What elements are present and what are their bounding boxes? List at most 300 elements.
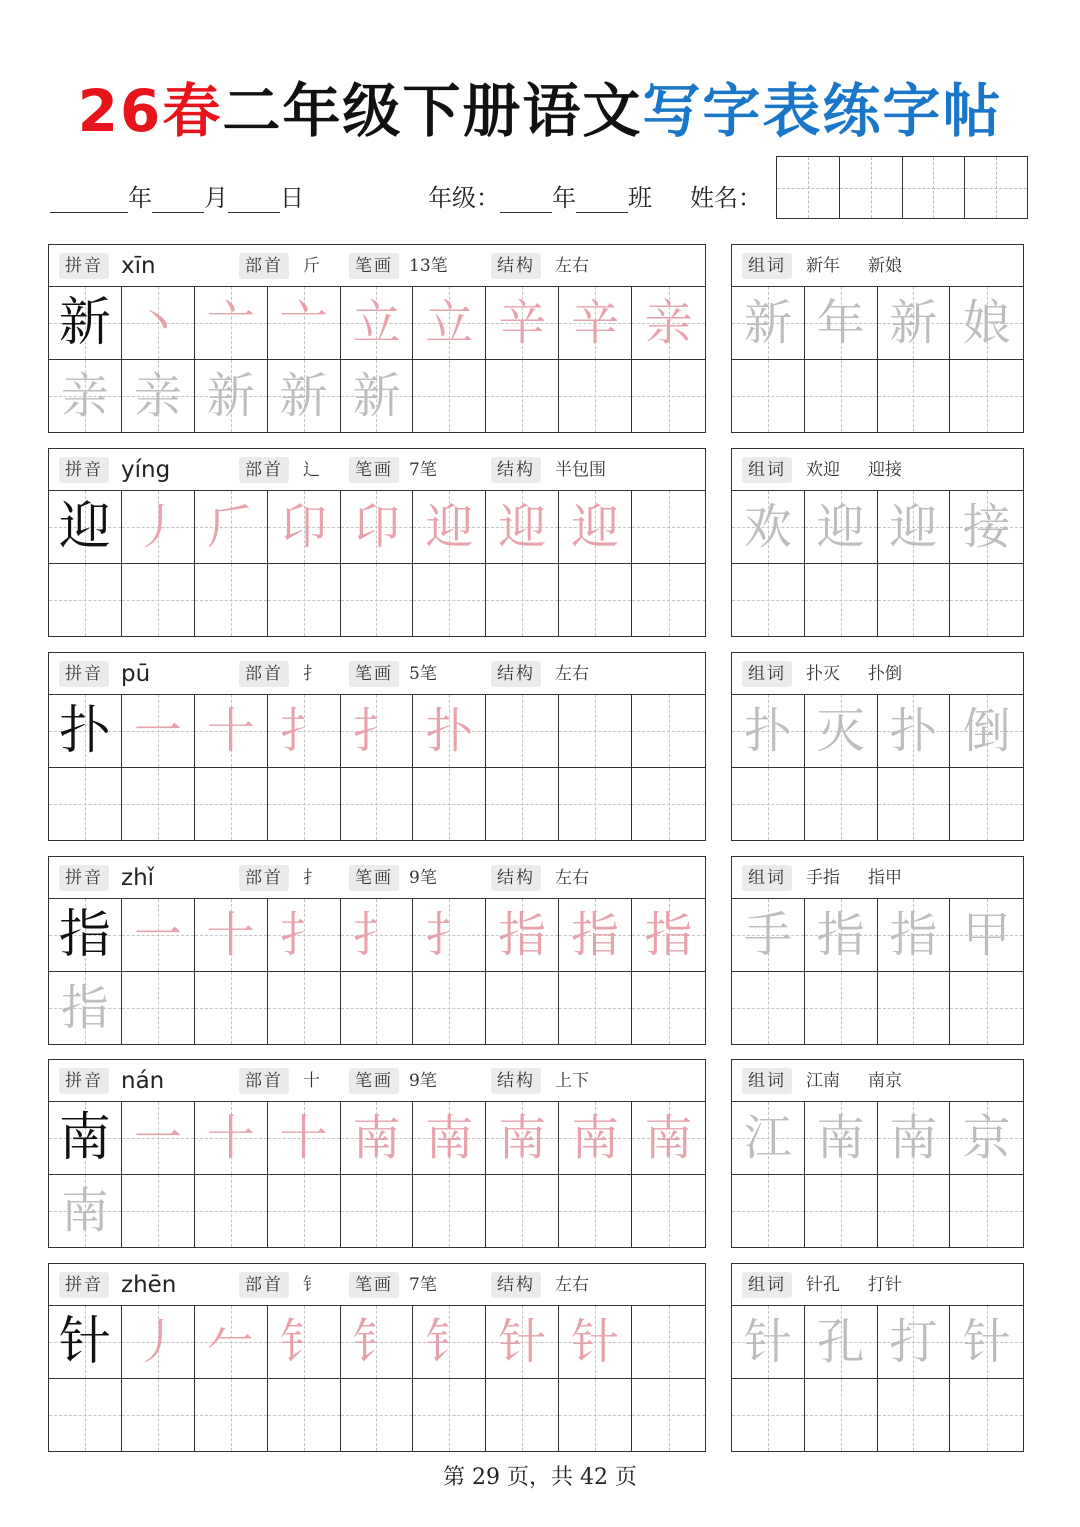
empty-practice-cell[interactable] [559,972,632,1045]
empty-practice-cell[interactable] [413,564,486,637]
empty-practice-cell[interactable] [486,768,559,841]
empty-practice-cell[interactable] [950,1175,1023,1248]
radical-value: 斤 [303,256,320,276]
character-info-header [49,653,705,695]
name-box[interactable] [965,157,1027,218]
strokes-tag: 笔画 [349,661,399,687]
empty-practice-cell[interactable] [341,564,414,637]
name-label: 姓名： [690,184,762,212]
stroke-order-step-glyph: 辛 [571,294,620,351]
stroke-order-step-glyph: 卬 [279,498,328,555]
word-character-glyph: 手 [743,906,792,963]
empty-practice-cell[interactable] [632,1379,705,1452]
year-blank[interactable] [50,189,128,213]
empty-practice-cell[interactable] [805,564,878,637]
stroke-order-step-glyph: 南 [60,1182,109,1239]
page-number: 第 29 页，共 42 页 [443,1465,637,1490]
stroke-order-step [341,1102,414,1175]
model-character-glyph: 新 [58,292,111,353]
stroke-order-step [195,1102,268,1175]
word-character-cell [878,1102,951,1175]
page-title [0,76,1080,146]
grade-fields [428,178,652,213]
words-grid [732,1306,1023,1451]
empty-practice-cell[interactable] [486,564,559,637]
stroke-order-step-glyph: 𠂆 [206,498,255,555]
empty-practice-cell[interactable] [49,1379,122,1452]
structure-tag: 结构 [491,865,541,891]
word-character-glyph: 指 [816,906,865,963]
words-tag: 组词 [742,1068,792,1094]
words-header [732,653,1023,695]
word-character-cell [878,1306,951,1379]
empty-practice-cell[interactable] [878,768,951,841]
radical-tag: 部首 [239,457,289,483]
stroke-order-step-glyph: 指 [498,906,547,963]
character-panel [48,244,706,433]
empty-practice-cell[interactable] [632,360,705,433]
stroke-order-step [122,899,195,972]
strokes-value: 5笔 [409,664,437,684]
stroke-order-step-glyph: 十 [206,1109,255,1166]
empty-practice-cell[interactable] [805,768,878,841]
radical-value: 辶 [303,460,320,480]
word-character-glyph: 甲 [962,906,1011,963]
stroke-order-step [341,491,414,564]
stroke-order-step [195,1306,268,1379]
stroke-order-step [195,360,268,433]
stroke-order-step-glyph: 新 [279,367,328,424]
pinyin-tag: 拼音 [59,661,109,687]
empty-practice-cell[interactable] [950,1379,1023,1452]
stroke-order-step-glyph: 十 [206,906,255,963]
structure-tag: 结构 [491,1272,541,1298]
stroke-order-step [341,287,414,360]
empty-practice-cell[interactable] [950,360,1023,433]
stroke-order-step-glyph: 新 [206,367,255,424]
tian-grid [49,695,705,840]
empty-practice-cell[interactable] [268,564,341,637]
stroke-order-step-glyph: 指 [644,906,693,963]
strokes-value: 13笔 [409,256,448,276]
empty-practice-cell[interactable] [486,1379,559,1452]
empty-practice-cell[interactable] [122,768,195,841]
stroke-order-step-glyph: 立 [352,294,401,351]
stroke-order-step [632,1102,705,1175]
structure-value: 左右 [555,256,589,276]
empty-practice-cell[interactable] [632,972,705,1045]
empty-practice-cell[interactable] [195,1379,268,1452]
word-character-cell [805,1102,878,1175]
stroke-order-step [559,1306,632,1379]
empty-practice-cell[interactable] [632,1306,705,1379]
stroke-order-step-glyph: 南 [498,1109,547,1166]
empty-practice-cell[interactable] [413,768,486,841]
empty-practice-cell[interactable] [122,564,195,637]
word-character-glyph: 年 [816,294,865,351]
empty-practice-cell[interactable] [195,768,268,841]
word-character-cell [950,287,1023,360]
stroke-order-step [486,287,559,360]
stroke-order-step-glyph: 针 [498,1313,547,1370]
word-character-cell [805,287,878,360]
empty-practice-cell[interactable] [632,768,705,841]
words-header [732,1264,1023,1306]
model-character [49,695,122,768]
word-2: 扑倒 [868,664,902,684]
word-character-glyph: 灭 [816,702,865,759]
empty-practice-cell[interactable] [950,768,1023,841]
strokes-value: 9笔 [409,1071,437,1091]
strokes-tag: 笔画 [349,865,399,891]
word-character-cell [878,695,951,768]
pinyin-tag: 拼音 [59,1272,109,1298]
structure-tag: 结构 [491,1068,541,1094]
empty-practice-cell[interactable] [559,564,632,637]
stroke-order-step [49,1175,122,1248]
grade-label: 年级： [428,184,500,212]
character-panel [48,652,706,841]
word-character-cell [805,695,878,768]
stroke-order-step-glyph: 钅 [279,1313,328,1370]
word-1: 欢迎 [806,460,840,480]
month-blank[interactable] [152,189,204,213]
stroke-order-step-glyph: 丶 [133,294,182,351]
empty-practice-cell[interactable] [49,768,122,841]
word-2: 指甲 [868,868,902,888]
title-subject: 写字表练字帖 [642,77,1003,145]
model-character [49,491,122,564]
stroke-order-step [486,1102,559,1175]
model-character [49,1102,122,1175]
words-tag: 组词 [742,661,792,687]
tian-grid [49,1102,705,1247]
model-character [49,1306,122,1379]
strokes-value: 7笔 [409,460,437,480]
empty-practice-cell[interactable] [878,360,951,433]
tian-grid [49,899,705,1044]
strokes-tag: 笔画 [349,457,399,483]
word-character-glyph: 指 [889,906,938,963]
stroke-order-step [195,695,268,768]
strokes-tag: 笔画 [349,253,399,279]
empty-practice-cell[interactable] [195,1175,268,1248]
stroke-order-step [122,1306,195,1379]
name-box[interactable] [777,157,840,218]
empty-practice-cell[interactable] [632,1175,705,1248]
stroke-order-step-glyph: 辛 [498,294,547,351]
empty-practice-cell[interactable] [413,972,486,1045]
words-tag: 组词 [742,1272,792,1298]
pinyin-value: pū [121,661,151,687]
stroke-order-step-glyph: 新 [352,367,401,424]
stroke-order-step [122,360,195,433]
radical-tag: 部首 [239,1272,289,1298]
character-block [48,652,1024,841]
word-character-cell [805,1306,878,1379]
stroke-order-step-glyph: 亲 [133,367,182,424]
stroke-order-step [559,1102,632,1175]
stroke-order-step-glyph: 南 [644,1109,693,1166]
empty-practice-cell[interactable] [341,1379,414,1452]
stroke-order-step-glyph: 迎 [571,498,620,555]
year-label: 年 [128,184,152,212]
stroke-order-step-glyph: 丿 [133,1313,182,1370]
words-panel [731,652,1024,841]
stroke-order-step [268,491,341,564]
stroke-order-step [268,695,341,768]
empty-practice-cell[interactable] [341,1175,414,1248]
structure-value: 半包围 [555,460,606,480]
words-panel [731,856,1024,1045]
word-1: 江南 [806,1071,840,1091]
radical-value: 钅 [303,1275,320,1295]
empty-practice-cell[interactable] [732,1175,805,1248]
stroke-order-step [122,491,195,564]
character-info-header [49,1264,705,1306]
word-character-cell [878,491,951,564]
word-character-cell [732,287,805,360]
class-label: 班 [628,184,652,212]
word-character-cell [950,695,1023,768]
stroke-order-step [195,491,268,564]
structure-value: 左右 [555,1275,589,1295]
empty-practice-cell[interactable] [805,972,878,1045]
words-panel [731,244,1024,433]
empty-practice-cell[interactable] [559,1175,632,1248]
word-2: 南京 [868,1071,902,1091]
radical-value: 十 [303,1071,320,1091]
word-character-glyph: 针 [962,1313,1011,1370]
word-character-glyph: 迎 [816,498,865,555]
empty-practice-cell[interactable] [486,695,559,768]
empty-practice-cell[interactable] [805,360,878,433]
empty-practice-cell[interactable] [878,1379,951,1452]
empty-practice-cell[interactable] [878,1175,951,1248]
words-grid [732,695,1023,840]
stroke-order-step [49,360,122,433]
stroke-order-step [632,287,705,360]
empty-practice-cell[interactable] [122,1379,195,1452]
empty-practice-cell[interactable] [632,491,705,564]
empty-practice-cell[interactable] [341,972,414,1045]
words-tag: 组词 [742,253,792,279]
empty-practice-cell[interactable] [413,360,486,433]
stroke-order-step-glyph: 亲 [60,367,109,424]
tian-grid [49,491,705,636]
empty-practice-cell[interactable] [632,695,705,768]
grade-year-label: 年 [552,184,576,212]
stroke-order-step [559,287,632,360]
empty-practice-cell[interactable] [268,1379,341,1452]
words-header [732,857,1023,899]
stroke-order-step [268,899,341,972]
empty-practice-cell[interactable] [341,768,414,841]
character-info-header [49,1060,705,1102]
stroke-order-step-glyph: 十 [279,1109,328,1166]
day-label: 日 [280,184,304,212]
pinyin-value: zhēn [121,1272,177,1298]
stroke-order-step [486,899,559,972]
word-1: 新年 [806,256,840,276]
month-label: 月 [204,184,228,212]
stroke-order-step-glyph: 一 [133,1109,182,1166]
stroke-order-step [413,287,486,360]
empty-practice-cell[interactable] [950,564,1023,637]
stroke-order-step [341,360,414,433]
words-header [732,449,1023,491]
empty-practice-cell[interactable] [122,972,195,1045]
stroke-order-step [413,695,486,768]
stroke-order-step [122,1102,195,1175]
structure-tag: 结构 [491,457,541,483]
word-character-glyph: 孔 [816,1313,865,1370]
header-fields [50,174,790,214]
name-box[interactable] [903,157,966,218]
empty-practice-cell[interactable] [805,1379,878,1452]
name-writing-boxes[interactable] [776,156,1028,219]
pinyin-tag: 拼音 [59,865,109,891]
stroke-order-step [632,899,705,972]
stroke-order-step [341,899,414,972]
stroke-order-step-glyph: 迎 [498,498,547,555]
character-info-header [49,449,705,491]
tian-grid [49,287,705,432]
class-blank[interactable] [576,189,628,213]
stroke-order-step-glyph: 钅 [352,1313,401,1370]
name-box[interactable] [840,157,903,218]
stroke-order-step [268,1306,341,1379]
structure-value: 左右 [555,664,589,684]
structure-value: 上下 [555,1071,589,1091]
day-blank[interactable] [228,189,280,213]
stroke-order-step-glyph: 南 [352,1109,401,1166]
character-info-header [49,857,705,899]
word-character-glyph: 扑 [889,702,938,759]
stroke-order-step-glyph: 钅 [425,1313,474,1370]
stroke-order-step-glyph: 扌 [279,906,328,963]
stroke-order-step-glyph: 亲 [644,294,693,351]
tian-grid [49,1306,705,1451]
empty-practice-cell[interactable] [559,768,632,841]
radical-tag: 部首 [239,1068,289,1094]
empty-practice-cell[interactable] [732,972,805,1045]
stroke-order-step-glyph: 丿 [133,498,182,555]
empty-practice-cell[interactable] [559,1379,632,1452]
radical-value: 扌 [303,868,320,888]
stroke-order-step-glyph: 亠 [279,294,328,351]
stroke-order-step [413,491,486,564]
pinyin-value: yíng [121,457,171,483]
empty-practice-cell[interactable] [413,1379,486,1452]
stroke-order-step [195,899,268,972]
empty-practice-cell[interactable] [268,972,341,1045]
stroke-order-step [413,1102,486,1175]
radical-tag: 部首 [239,865,289,891]
empty-practice-cell[interactable] [195,972,268,1045]
empty-practice-cell[interactable] [486,1175,559,1248]
stroke-order-step [486,491,559,564]
stroke-order-step-glyph: 卬 [352,498,401,555]
stroke-order-step [122,695,195,768]
pinyin-tag: 拼音 [59,1068,109,1094]
model-character-glyph: 南 [58,1107,111,1168]
radical-tag: 部首 [239,253,289,279]
strokes-tag: 笔画 [349,1272,399,1298]
stroke-order-step-glyph: 立 [425,294,474,351]
empty-practice-cell[interactable] [732,1379,805,1452]
structure-value: 左右 [555,868,589,888]
words-grid [732,899,1023,1044]
empty-practice-cell[interactable] [559,360,632,433]
stroke-order-step-glyph: 南 [425,1109,474,1166]
stroke-order-step-glyph: 针 [571,1313,620,1370]
model-character-glyph: 针 [58,1311,111,1372]
empty-practice-cell[interactable] [268,1175,341,1248]
word-character-glyph: 新 [743,294,792,351]
empty-practice-cell[interactable] [878,564,951,637]
empty-practice-cell[interactable] [950,972,1023,1045]
model-character-glyph: 扑 [58,700,111,761]
stroke-order-step-glyph: 十 [206,702,255,759]
stroke-order-step-glyph: 南 [571,1109,620,1166]
stroke-order-step [195,287,268,360]
empty-practice-cell[interactable] [195,564,268,637]
word-1: 针孔 [806,1275,840,1295]
empty-practice-cell[interactable] [878,972,951,1045]
word-character-cell [732,899,805,972]
model-character [49,287,122,360]
grade-year-blank[interactable] [500,189,552,213]
empty-practice-cell[interactable] [413,1175,486,1248]
title-prefix: 26春 [77,77,223,145]
stroke-order-step-glyph: 扌 [352,906,401,963]
empty-practice-cell[interactable] [805,1175,878,1248]
words-header [732,1060,1023,1102]
empty-practice-cell[interactable] [732,768,805,841]
empty-practice-cell[interactable] [122,1175,195,1248]
word-character-glyph: 江 [743,1109,792,1166]
stroke-order-step-glyph: 亠 [206,294,255,351]
word-character-glyph: 新 [889,294,938,351]
stroke-order-step [49,972,122,1045]
word-character-glyph: 接 [962,498,1011,555]
empty-practice-cell[interactable] [732,360,805,433]
word-character-cell [950,491,1023,564]
empty-practice-cell[interactable] [486,972,559,1045]
structure-tag: 结构 [491,253,541,279]
empty-practice-cell[interactable] [732,564,805,637]
stroke-order-step [559,899,632,972]
pinyin-value: nán [121,1068,165,1094]
stroke-order-step [559,491,632,564]
empty-practice-cell[interactable] [559,695,632,768]
stroke-order-step-glyph: 扑 [425,702,474,759]
empty-practice-cell[interactable] [632,564,705,637]
words-panel [731,448,1024,637]
structure-tag: 结构 [491,661,541,687]
title-grade: 二年级下册语文 [222,77,643,145]
word-character-cell [878,899,951,972]
empty-practice-cell[interactable] [486,360,559,433]
character-panel [48,1263,706,1452]
word-character-glyph: 迎 [889,498,938,555]
empty-practice-cell[interactable] [49,564,122,637]
empty-practice-cell[interactable] [268,768,341,841]
word-character-cell [950,899,1023,972]
words-tag: 组词 [742,865,792,891]
word-character-cell [732,491,805,564]
